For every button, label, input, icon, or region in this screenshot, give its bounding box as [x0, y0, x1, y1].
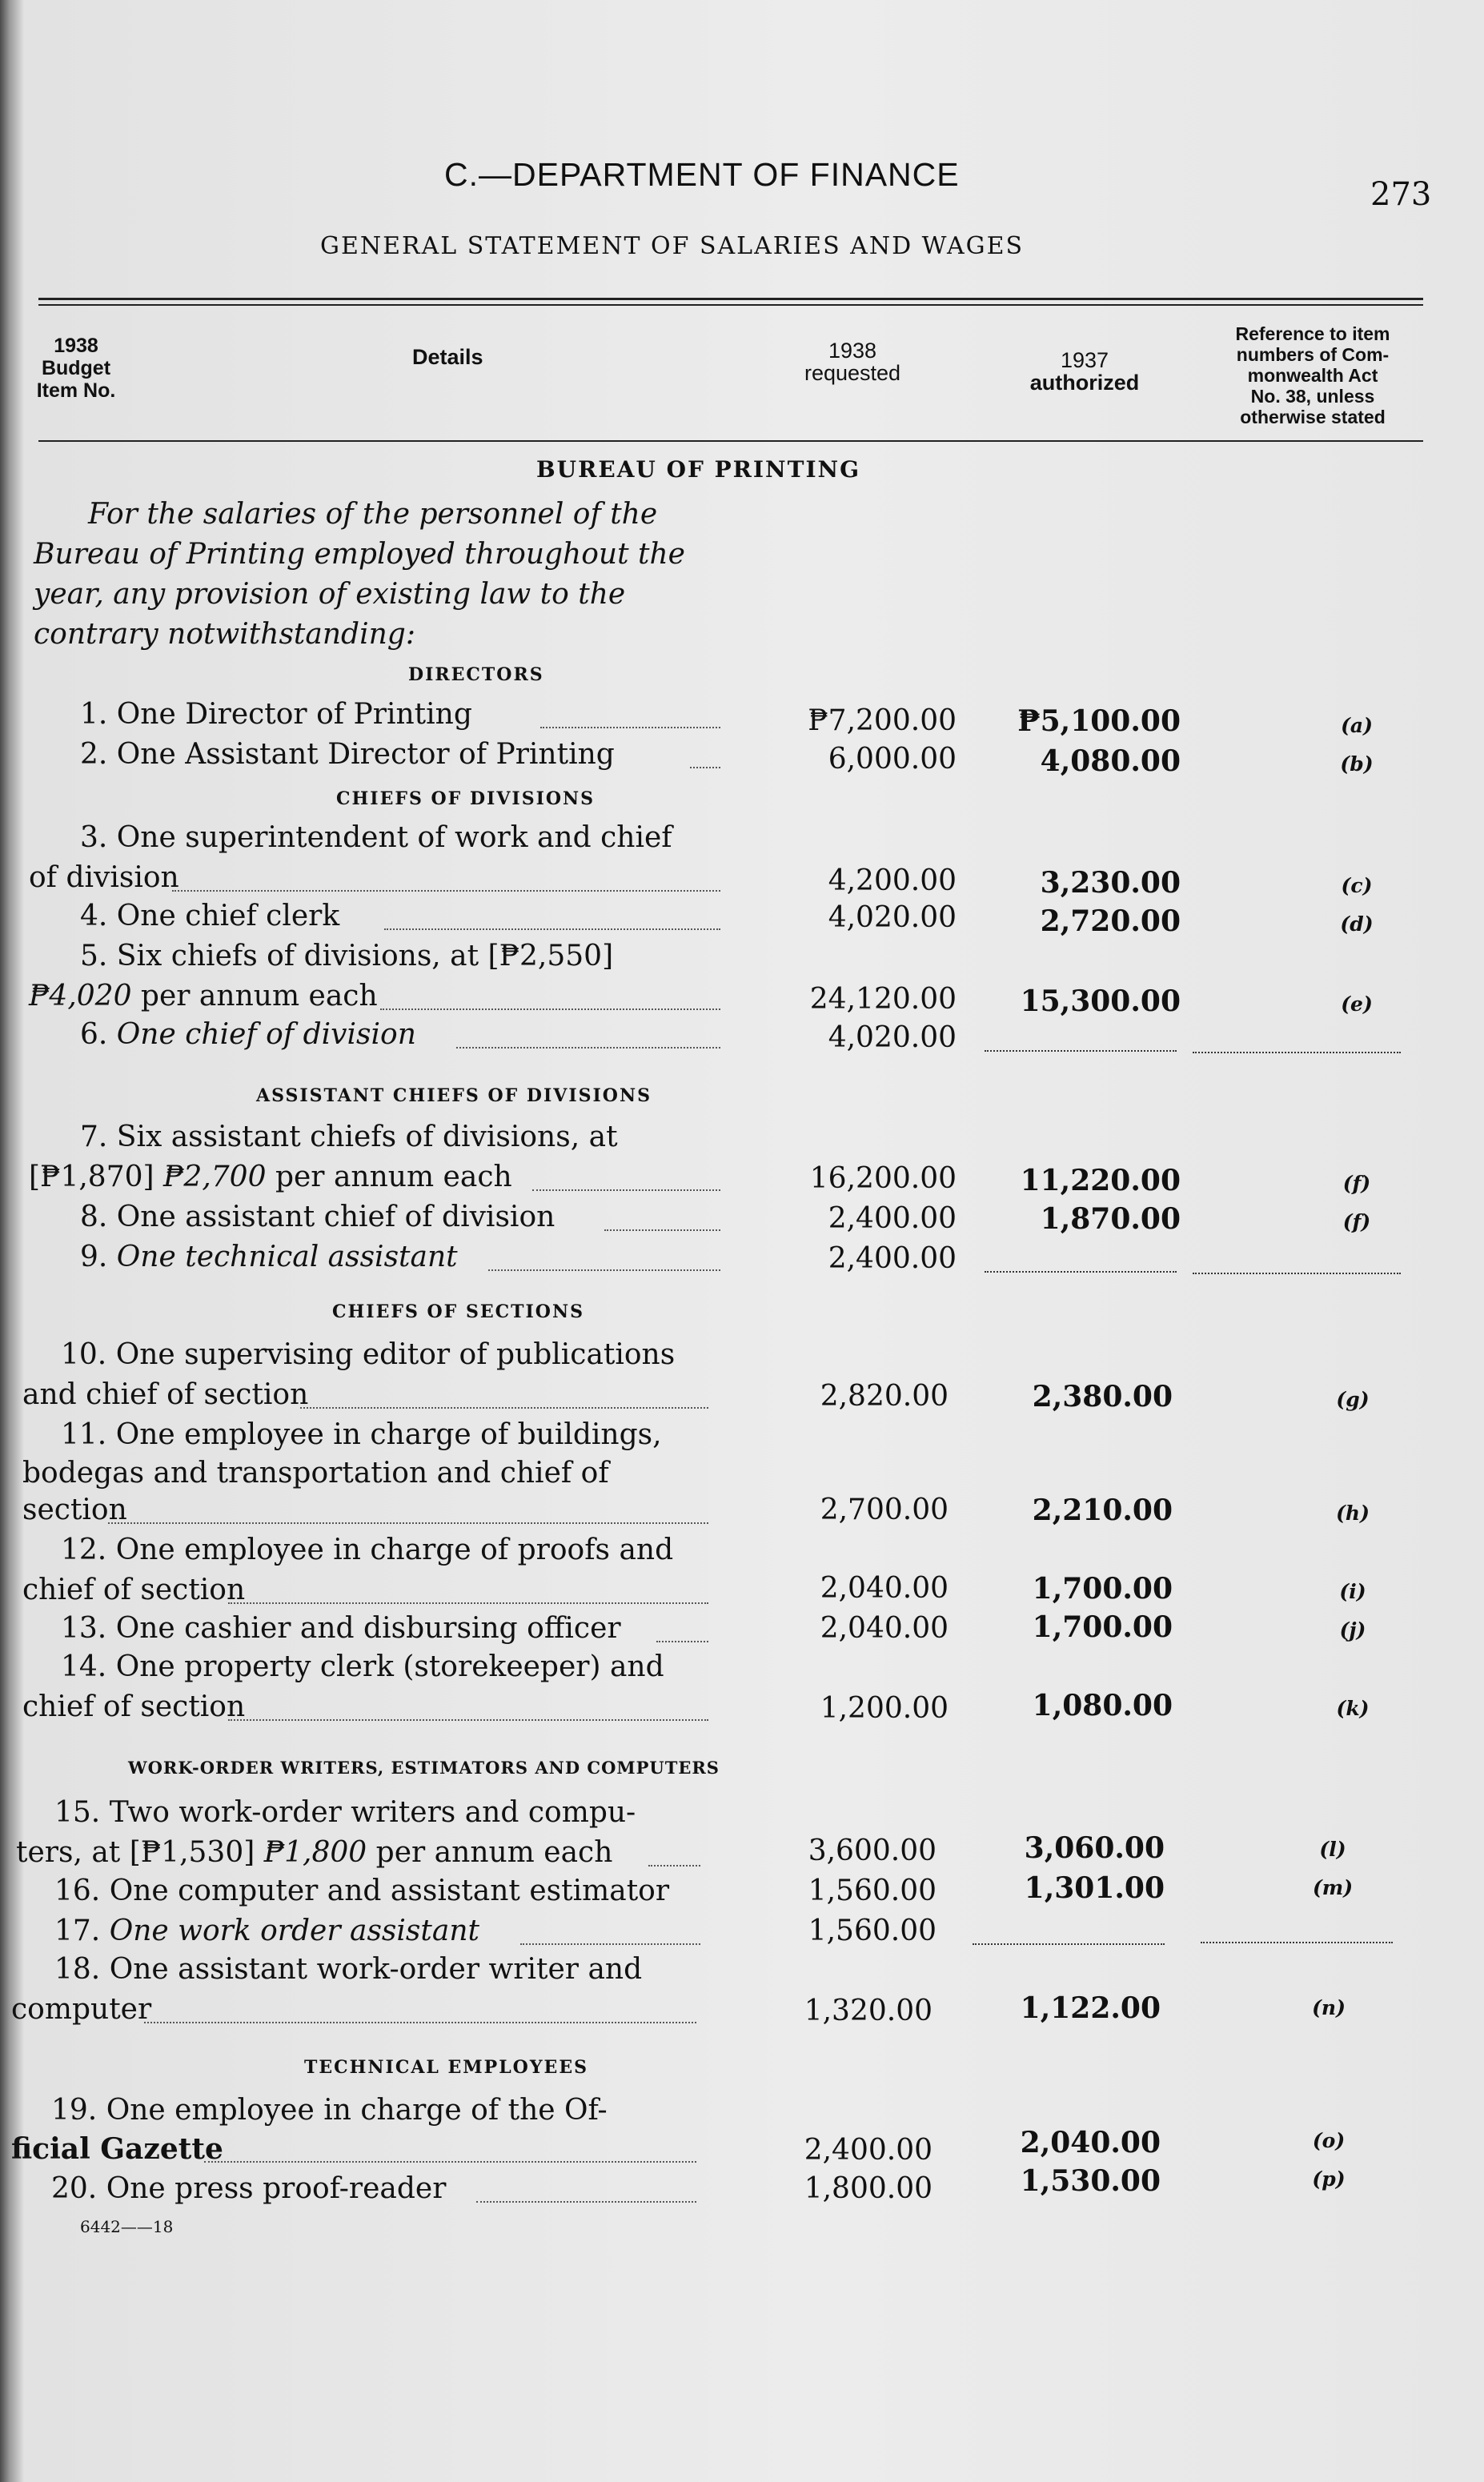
item-19-label-2: ficial Gazette	[11, 2132, 223, 2166]
item-14-label-2: chief of section	[22, 1690, 246, 1723]
item-3-reference: (c)	[1341, 874, 1373, 897]
item-3-leader	[172, 890, 720, 892]
item-8-reference: (f)	[1342, 1210, 1371, 1233]
item-5-new-rate: ₱4,020	[29, 980, 132, 1012]
item-4-label: 4. One chief clerk	[80, 900, 340, 932]
item-9-label	[80, 1241, 458, 1273]
item-1-authorized: ₱5,100.00	[1017, 704, 1181, 738]
item-14-label: 14. One property clerk (storekeeper) and	[61, 1650, 664, 1683]
col-authorized-line1: 1937	[1060, 348, 1109, 372]
item-19-authorized: 2,040.00	[1020, 2126, 1161, 2159]
col-reference-line3: monwealth Act	[1247, 365, 1378, 386]
item-2-reference: (b)	[1340, 752, 1374, 776]
col-authorized-line2: authorized	[1029, 371, 1140, 395]
item-18-reference: (n)	[1312, 1996, 1346, 2019]
item-1-requested: ₱7,200.00	[808, 704, 957, 737]
item-19-requested: 2,400.00	[804, 2134, 933, 2167]
intro-line-2: Bureau of Printing employed throughout the	[34, 538, 685, 571]
item-19-label: 19. One employee in charge of the Of-	[51, 2094, 608, 2127]
item-10-label-2: and chief of section	[22, 1378, 309, 1411]
item-7-authorized: 11,220.00	[1020, 1164, 1181, 1197]
col-reference-line4: No. 38, unless	[1250, 386, 1375, 407]
item-16-authorized: 1,301.00	[1024, 1871, 1165, 1905]
item-10-authorized: 2,380.00	[1032, 1380, 1173, 1413]
item-11-authorized: 2,210.00	[1032, 1494, 1173, 1527]
item-15-old-rate: ters, at [₱1,530]	[16, 1836, 264, 1869]
item-5-reference: (e)	[1341, 992, 1373, 1016]
item-1-label: 1. One Director of Printing	[80, 698, 472, 731]
section-chiefs-divisions: CHIEFS OF DIVISIONS	[336, 788, 596, 809]
col-authorized	[1005, 349, 1165, 394]
item-15-new-rate: ₱1,800	[263, 1836, 367, 1869]
item-6-requested: 4,020.00	[828, 1021, 957, 1054]
item-17-leader	[520, 1943, 700, 1945]
col-item-no-line2: Budget	[41, 357, 111, 379]
item-14-requested: 1,200.00	[820, 1692, 949, 1725]
item-10-requested: 2,820.00	[820, 1380, 949, 1413]
item-5-per-annum: per annum each	[131, 980, 378, 1012]
printer-code: 6442——18	[80, 2217, 174, 2236]
item-14-reference: (k)	[1336, 1697, 1370, 1720]
item-5-label-2	[29, 980, 378, 1012]
item-12-label: 12. One employee in charge of proofs and	[61, 1534, 674, 1566]
item-14-leader	[228, 1719, 708, 1721]
item-15-leader	[648, 1865, 700, 1867]
item-18-leader	[144, 2022, 696, 2023]
item-7-leader	[532, 1189, 720, 1191]
item-17-title: One work order assistant	[109, 1915, 479, 1947]
item-15-label: 15. Two work-order writers and compu-	[54, 1796, 636, 1829]
page-number: 273	[1370, 176, 1432, 213]
item-6-title: One chief of division	[116, 1018, 416, 1051]
section-chiefs-sections: CHIEFS OF SECTIONS	[332, 1301, 584, 1322]
item-3-requested: 4,200.00	[828, 864, 957, 897]
item-11-requested: 2,700.00	[820, 1494, 949, 1526]
item-8-requested: 2,400.00	[828, 1202, 957, 1235]
col-item-no-line3: Item No.	[36, 379, 116, 402]
item-2-authorized: 4,080.00	[1040, 744, 1181, 778]
item-4-reference: (d)	[1340, 912, 1374, 936]
item-7-label: 7. Six assistant chiefs of divisions, at	[80, 1121, 618, 1153]
item-20-leader	[476, 2201, 696, 2203]
item-17-authorized-blank	[973, 1943, 1165, 1945]
item-11-reference: (h)	[1336, 1502, 1370, 1525]
item-15-label-2	[16, 1836, 612, 1869]
item-9-number: 9.	[80, 1241, 117, 1273]
col-requested-line2: requested	[804, 361, 901, 385]
item-13-label: 13. One cashier and disbursing officer	[61, 1612, 621, 1645]
item-18-label: 18. One assistant work-order writer and	[54, 1953, 643, 1986]
section-technical: TECHNICAL EMPLOYEES	[304, 2057, 588, 2078]
item-12-leader	[228, 1602, 708, 1604]
col-requested-line1: 1938	[828, 339, 877, 363]
item-6-number: 6.	[80, 1018, 117, 1051]
col-item-no	[32, 335, 120, 402]
item-11-leader	[108, 1522, 708, 1524]
item-6-authorized-blank	[985, 1050, 1177, 1052]
item-15-per-annum: per annum each	[367, 1836, 613, 1869]
item-6-leader	[456, 1047, 720, 1049]
bureau-heading: BUREAU OF PRINTING	[536, 456, 861, 483]
header-rule-bottom	[38, 440, 1423, 442]
item-12-reference: (i)	[1339, 1580, 1366, 1603]
item-7-new-rate: ₱2,700	[163, 1161, 267, 1193]
section-work-order: WORK-ORDER WRITERS, ESTIMATORS AND COMPUTERS	[128, 1758, 720, 1778]
item-4-leader	[384, 928, 720, 930]
item-13-requested: 2,040.00	[820, 1612, 949, 1645]
item-5-authorized: 15,300.00	[1020, 984, 1181, 1018]
item-20-authorized: 1,530.00	[1020, 2164, 1161, 2198]
statement-subtitle: GENERAL STATEMENT OF SALARIES AND WAGES	[320, 232, 1025, 260]
item-2-requested: 6,000.00	[828, 743, 957, 776]
item-3-label-2: of division	[29, 861, 179, 894]
col-item-no-line1: 1938	[54, 335, 98, 357]
item-9-title: One technical assistant	[116, 1241, 458, 1273]
item-14-authorized: 1,080.00	[1032, 1689, 1173, 1722]
item-4-authorized: 2,720.00	[1040, 904, 1181, 938]
item-17-number: 17.	[54, 1915, 110, 1947]
item-16-label: 16. One computer and assistant estimator	[54, 1875, 670, 1907]
item-12-authorized: 1,700.00	[1032, 1572, 1173, 1606]
item-1-leader	[540, 727, 720, 728]
item-12-requested: 2,040.00	[820, 1572, 949, 1605]
item-10-reference: (g)	[1336, 1388, 1370, 1411]
item-4-requested: 4,020.00	[828, 901, 957, 934]
item-9-authorized-blank	[985, 1271, 1177, 1273]
item-15-requested: 3,600.00	[808, 1834, 937, 1867]
item-2-leader	[690, 767, 720, 768]
intro-line-3: year, any provision of existing law to the	[34, 578, 626, 611]
col-reference-line1: Reference to item	[1235, 323, 1390, 344]
col-reference	[1193, 323, 1433, 427]
item-13-authorized: 1,700.00	[1032, 1610, 1173, 1644]
item-8-authorized: 1,870.00	[1040, 1202, 1181, 1236]
item-17-reference-blank	[1201, 1942, 1393, 1943]
item-3-authorized: 3,230.00	[1040, 866, 1181, 900]
item-15-authorized: 3,060.00	[1024, 1831, 1165, 1865]
item-5-label: 5. Six chiefs of divisions, at [₱2,550]	[80, 940, 614, 972]
item-18-requested: 1,320.00	[804, 1995, 933, 2027]
item-18-authorized: 1,122.00	[1020, 1991, 1161, 2025]
item-10-leader	[300, 1407, 708, 1409]
item-13-reference: (j)	[1339, 1618, 1366, 1642]
item-18-label-2: computer	[11, 1993, 152, 2026]
item-16-requested: 1,560.00	[808, 1875, 937, 1907]
item-1-reference: (a)	[1341, 714, 1373, 737]
item-20-requested: 1,800.00	[804, 2172, 933, 2205]
department-title: C.—DEPARTMENT OF FINANCE	[444, 156, 960, 193]
item-11-label-2: bodegas and transportation and chief of	[22, 1457, 609, 1490]
header-rule-top-2	[38, 304, 1423, 306]
item-20-reference: (p)	[1312, 2167, 1346, 2191]
item-17-label	[54, 1915, 479, 1947]
item-3-label: 3. One superintendent of work and chief	[80, 821, 672, 854]
item-19-leader	[204, 2161, 696, 2163]
item-15-reference: (l)	[1319, 1838, 1346, 1861]
item-7-per-annum: per annum each	[266, 1161, 512, 1193]
item-13-leader	[656, 1641, 708, 1642]
item-19-reference: (o)	[1312, 2129, 1346, 2152]
section-assistant-chiefs: ASSISTANT CHIEFS OF DIVISIONS	[256, 1085, 652, 1106]
item-7-reference: (f)	[1342, 1172, 1371, 1195]
item-10-label: 10. One supervising editor of publications	[61, 1338, 676, 1371]
section-directors: DIRECTORS	[408, 664, 544, 685]
item-20-label: 20. One press proof-reader	[51, 2172, 447, 2205]
col-reference-line2: numbers of Com-	[1236, 344, 1390, 365]
item-9-requested: 2,400.00	[828, 1242, 957, 1275]
item-9-leader	[488, 1269, 720, 1271]
item-17-requested: 1,560.00	[808, 1915, 937, 1947]
header-rule-top	[38, 298, 1423, 300]
item-12-label-2: chief of section	[22, 1574, 246, 1606]
item-7-label-2	[29, 1161, 512, 1193]
item-11-label-3: section	[22, 1494, 127, 1526]
item-11-label: 11. One employee in charge of buildings,	[61, 1418, 662, 1451]
item-5-requested: 24,120.00	[809, 983, 957, 1016]
intro-line-4: contrary notwithstanding:	[34, 618, 415, 651]
item-9-reference-blank	[1193, 1273, 1401, 1274]
col-requested	[772, 339, 933, 384]
intro-line-1: For the salaries of the personnel of the	[88, 498, 658, 531]
item-2-label: 2. One Assistant Director of Printing	[80, 738, 615, 771]
item-5-leader	[380, 1008, 720, 1010]
item-6-label	[80, 1018, 416, 1051]
item-6-reference-blank	[1193, 1052, 1401, 1053]
col-reference-line5: otherwise stated	[1240, 407, 1386, 427]
item-7-old-rate: [₱1,870]	[29, 1161, 164, 1193]
item-8-label: 8. One assistant chief of division	[80, 1201, 555, 1233]
item-8-leader	[604, 1229, 720, 1231]
item-7-requested: 16,200.00	[809, 1162, 957, 1195]
col-details: Details	[412, 345, 483, 369]
item-16-reference: (m)	[1312, 1876, 1354, 1899]
